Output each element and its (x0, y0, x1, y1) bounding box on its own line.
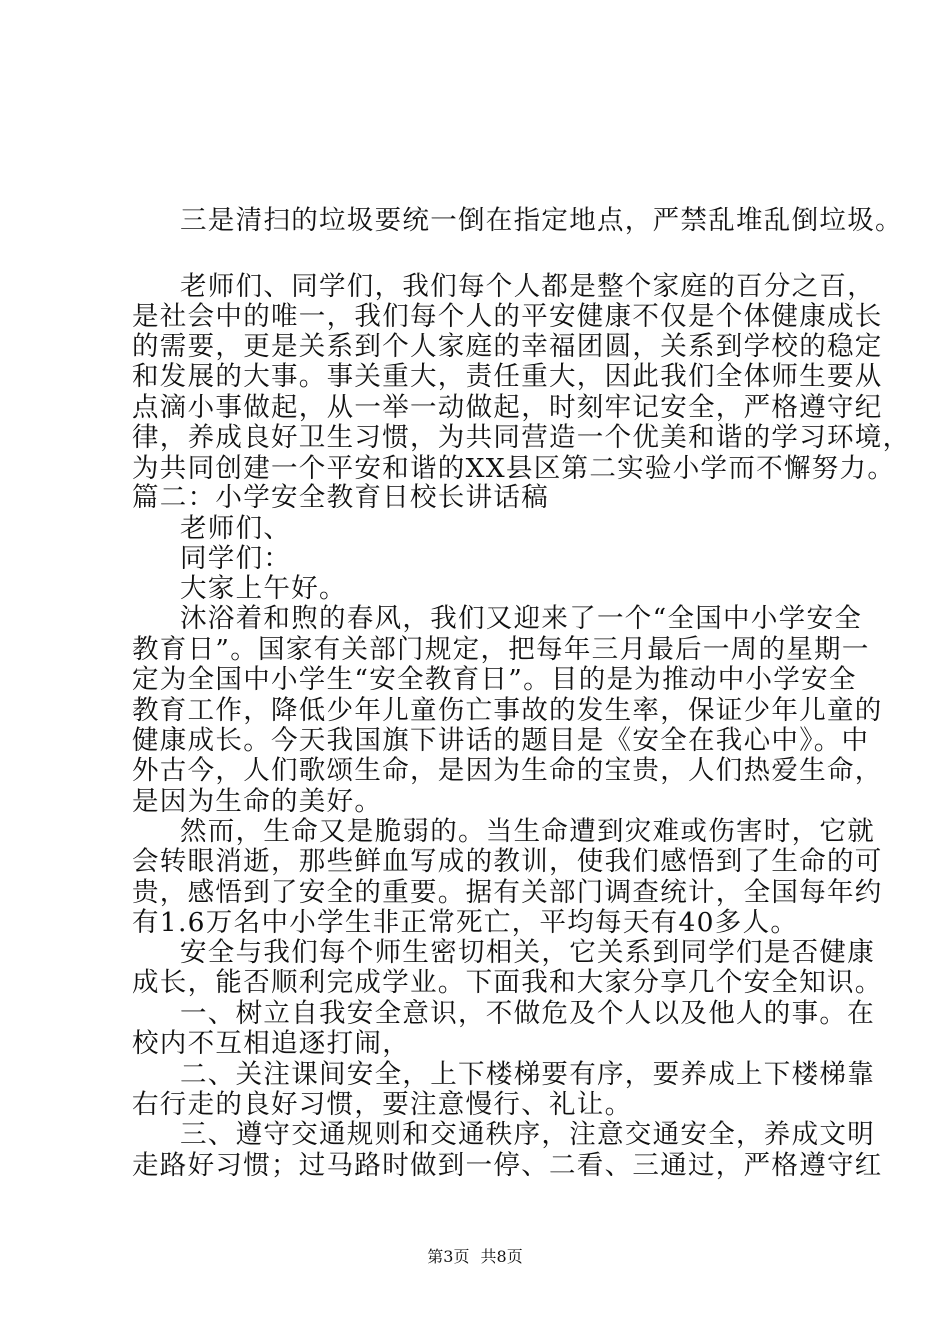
text-line: 安全与我们每个师生密切相关，它关系到同学们是否健康 (180, 937, 875, 968)
text-line: 有1.6万名中小学生非正常死亡，平均每天有40多人。 (132, 907, 799, 938)
text-line: 教育工作，降低少年儿童伤亡事故的发生率，保证少年儿童的 (132, 695, 883, 726)
text-line: 老师们、同学们，我们每个人都是整个家庭的百分之百， (180, 271, 875, 302)
text-line: 然而，生命又是脆弱的。当生命遭到灾难或伤害时，它就 (180, 816, 875, 847)
text-line: 走路好习惯；过马路时做到一停、二看、三通过，严格遵守红 (132, 1150, 883, 1181)
text-line: 教育日”。国家有关部门规定，把每年三月最后一周的星期一 (132, 634, 870, 665)
text-line: 沐浴着和煦的春风，我们又迎来了一个“全国中小学安全 (180, 603, 863, 634)
text-line: 一、树立自我安全意识，不做危及个人以及他人的事。在 (180, 998, 875, 1029)
text-line: 老师们、 (180, 513, 292, 544)
text-line: 点滴小事做起，从一举一动做起，时刻牢记安全，严格遵守纪 (132, 392, 883, 423)
text-line: 校内不互相追逐打闹， (132, 1028, 410, 1059)
section-heading: 篇二：小学安全教育日校长讲话稿 (132, 482, 549, 513)
text-line: 和发展的大事。事关重大，责任重大，因此我们全体师生要从 (132, 361, 883, 392)
page-number: 第3页 (427, 1247, 470, 1266)
page-footer (0, 1247, 950, 1267)
page-total: 共8页 (480, 1247, 523, 1266)
text-line: 外古今，人们歌颂生命，是因为生命的宝贵，人们热爱生命， (132, 755, 883, 786)
text-line: 三、遵守交通规则和交通秩序，注意交通安全，养成文明 (180, 1119, 875, 1150)
text-line: 为共同创建一个平安和谐的XX县区第二实验小学而不懈努力。 (132, 453, 896, 484)
text-line: 大家上午好。 (180, 573, 347, 604)
text-line: 是因为生命的美好。 (132, 786, 383, 817)
text-line: 定为全国中小学生“安全教育日”。目的是为推动中小学安全 (132, 664, 857, 695)
text-line: 右行走的良好习惯，要注意慢行、礼让。 (132, 1089, 633, 1120)
text-line: 健康成长。今天我国旗下讲话的题目是《安全在我心中》。中 (132, 725, 870, 756)
text-line: 贵，感悟到了安全的重要。据有关部门调查统计，全国每年约 (132, 877, 883, 908)
text-line: 同学们： (180, 543, 292, 574)
text-line: 律，养成良好卫生习惯，为共同营造一个优美和谐的学习环境， (132, 422, 911, 453)
text-line: 是社会中的唯一，我们每个人的平安健康不仅是个体健康成长 (132, 301, 883, 332)
text-line: 成长，能否顺利完成学业。下面我和大家分享几个安全知识。 (132, 967, 883, 998)
text-line: 会转眼消逝，那些鲜血写成的教训，使我们感悟到了生命的可 (132, 846, 883, 877)
text-line: 三是清扫的垃圾要统一倒在指定地点，严禁乱堆乱倒垃圾。 (180, 205, 903, 236)
text-line: 的需要，更是关系到个人家庭的幸福团圆，关系到学校的稳定 (132, 331, 883, 362)
text-line: 二、关注课间安全，上下楼梯要有序，要养成上下楼梯靠 (180, 1059, 875, 1090)
